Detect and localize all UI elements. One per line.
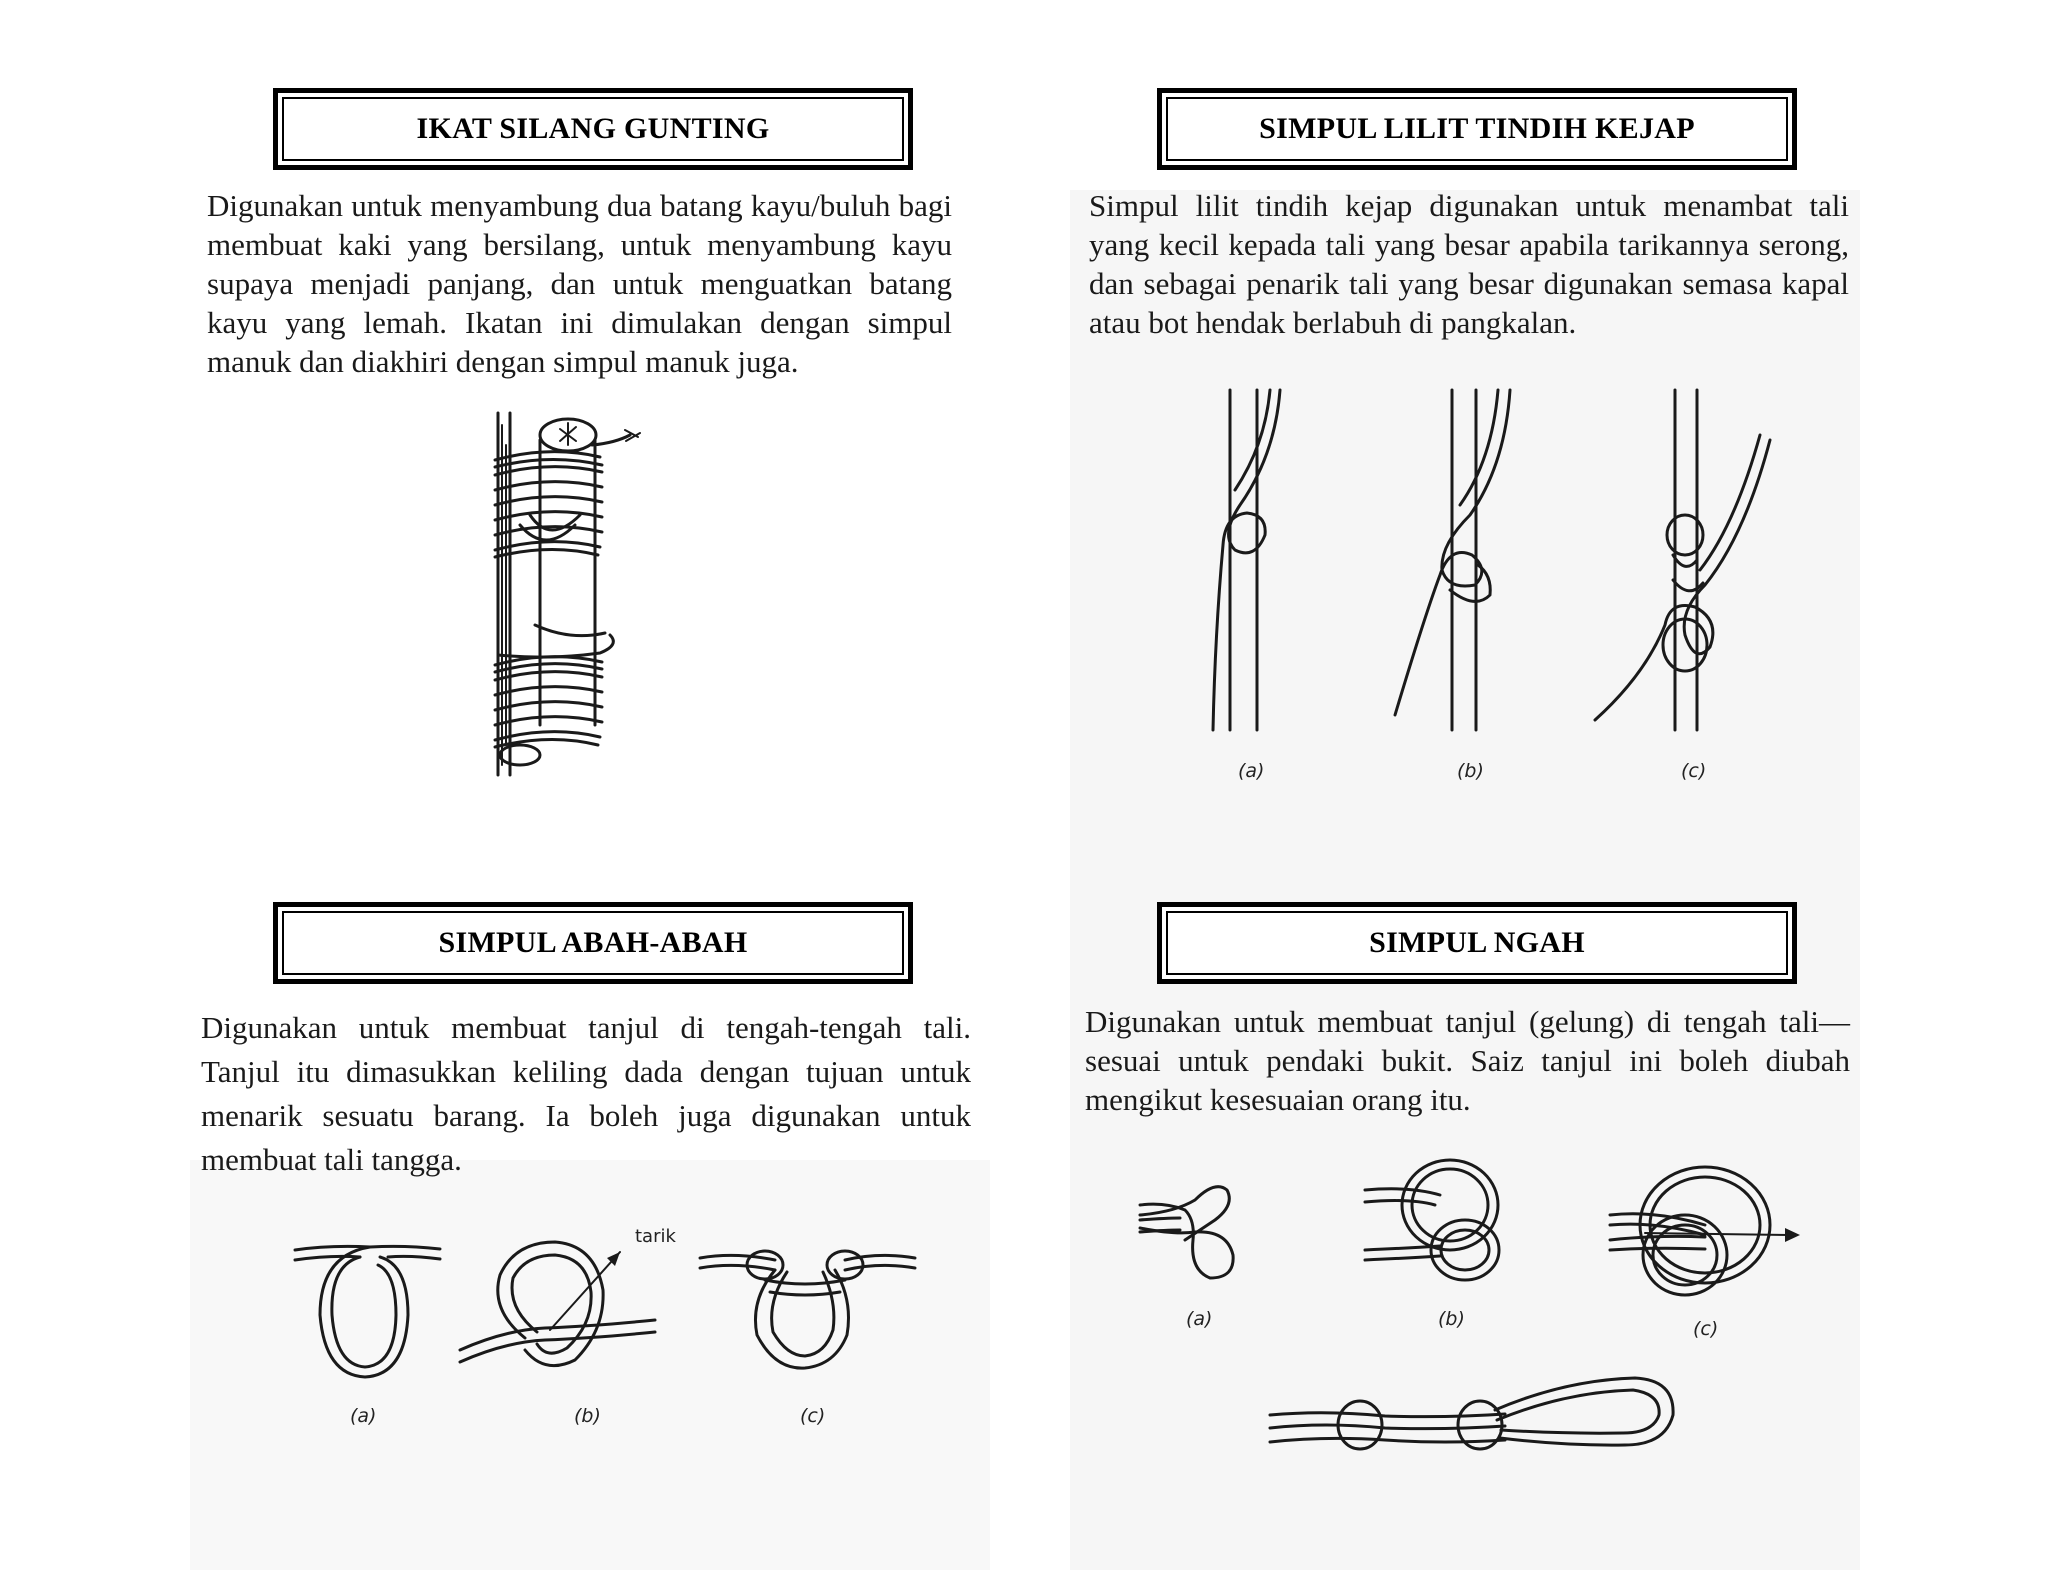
simpul-ngah-description: Digunakan untuk membuat tanjul (gelung) di tengah tali— sesuai untuk pendaki bukit. Saiz tanjul ini boleh diubah mengikut kesesuaian orang itu. [1085, 1004, 1850, 1117]
simpul-abah-arrow-label: tarik [635, 1226, 676, 1247]
simpul-abah-figure-c [695, 1230, 920, 1380]
simpul-ngah-title-box [1157, 902, 1797, 984]
ikat-silang-gunting-title: IKAT SILANG GUNTING [416, 112, 770, 145]
simpul-ngah-title: SIMPUL NGAH [1369, 926, 1585, 959]
simpul-abah-caption-c: (c) [800, 1405, 826, 1427]
simpul-lilit-caption-a: (a) [1238, 760, 1265, 782]
simpul-abah-abah-title: SIMPUL ABAH-ABAH [438, 926, 748, 959]
simpul-lilit-tindih-kejap-title: SIMPUL LILIT TINDIH KEJAP [1259, 112, 1695, 145]
simpul-lilit-caption-b: (b) [1457, 760, 1484, 782]
ikat-silang-gunting-description: Digunakan untuk menyambung dua batang kayu/buluh bagi membuat kaki yang bersilang, untuk menyambung kayu supaya menjadi panjang, dan untuk menguatkan batang kayu yang lemah. Ikatan ini dimulakan dengan simpul manuk dan diakhiri dengan simpul manuk juga. [207, 188, 952, 379]
simpul-ngah-figure-a [1135, 1160, 1245, 1290]
simpul-lilit-tindih-kejap-title-box [1157, 88, 1797, 170]
simpul-abah-caption-b: (b) [574, 1405, 601, 1427]
simpul-abah-caption-a: (a) [350, 1405, 377, 1427]
simpul-ngah-caption-b: (b) [1438, 1308, 1465, 1330]
ikat-silang-gunting-title-box [273, 88, 913, 170]
simpul-ngah-caption-a: (a) [1186, 1308, 1213, 1330]
simpul-lilit-tindih-kejap-description: Simpul lilit tindih kejap digunakan untuk menambat tali yang kecil kepada tali yang besar apabila tarikannya serong, dan sebagai penarik tali yang besar digunakan semasa kapal atau bot hendak berlabuh di pangkalan. [1089, 188, 1849, 340]
simpul-abah-figure-a [290, 1225, 450, 1385]
simpul-abah-abah-description: Digunakan untuk membuat tanjul di tengah-tengah tali. Tanjul itu dimasukkan keliling dada dengan tujuan untuk menarik sesuatu barang. Ia boleh juga digunakan untuk membuat tali tangga. [201, 1010, 971, 1177]
simpul-ngah-figure-b [1360, 1150, 1510, 1290]
simpul-abah-abah-title-box [273, 902, 913, 984]
simpul-lilit-figure-a [1185, 385, 1315, 735]
simpul-ngah-caption-c: (c) [1693, 1318, 1719, 1340]
simpul-lilit-caption-c: (c) [1681, 760, 1707, 782]
simpul-ngah-figure-c [1605, 1155, 1805, 1300]
simpul-lilit-figure-b [1380, 385, 1530, 735]
simpul-lilit-figure-c [1585, 385, 1775, 735]
simpul-ngah-figure-final [1265, 1370, 1685, 1470]
ikat-silang-gunting-figure [480, 405, 660, 785]
